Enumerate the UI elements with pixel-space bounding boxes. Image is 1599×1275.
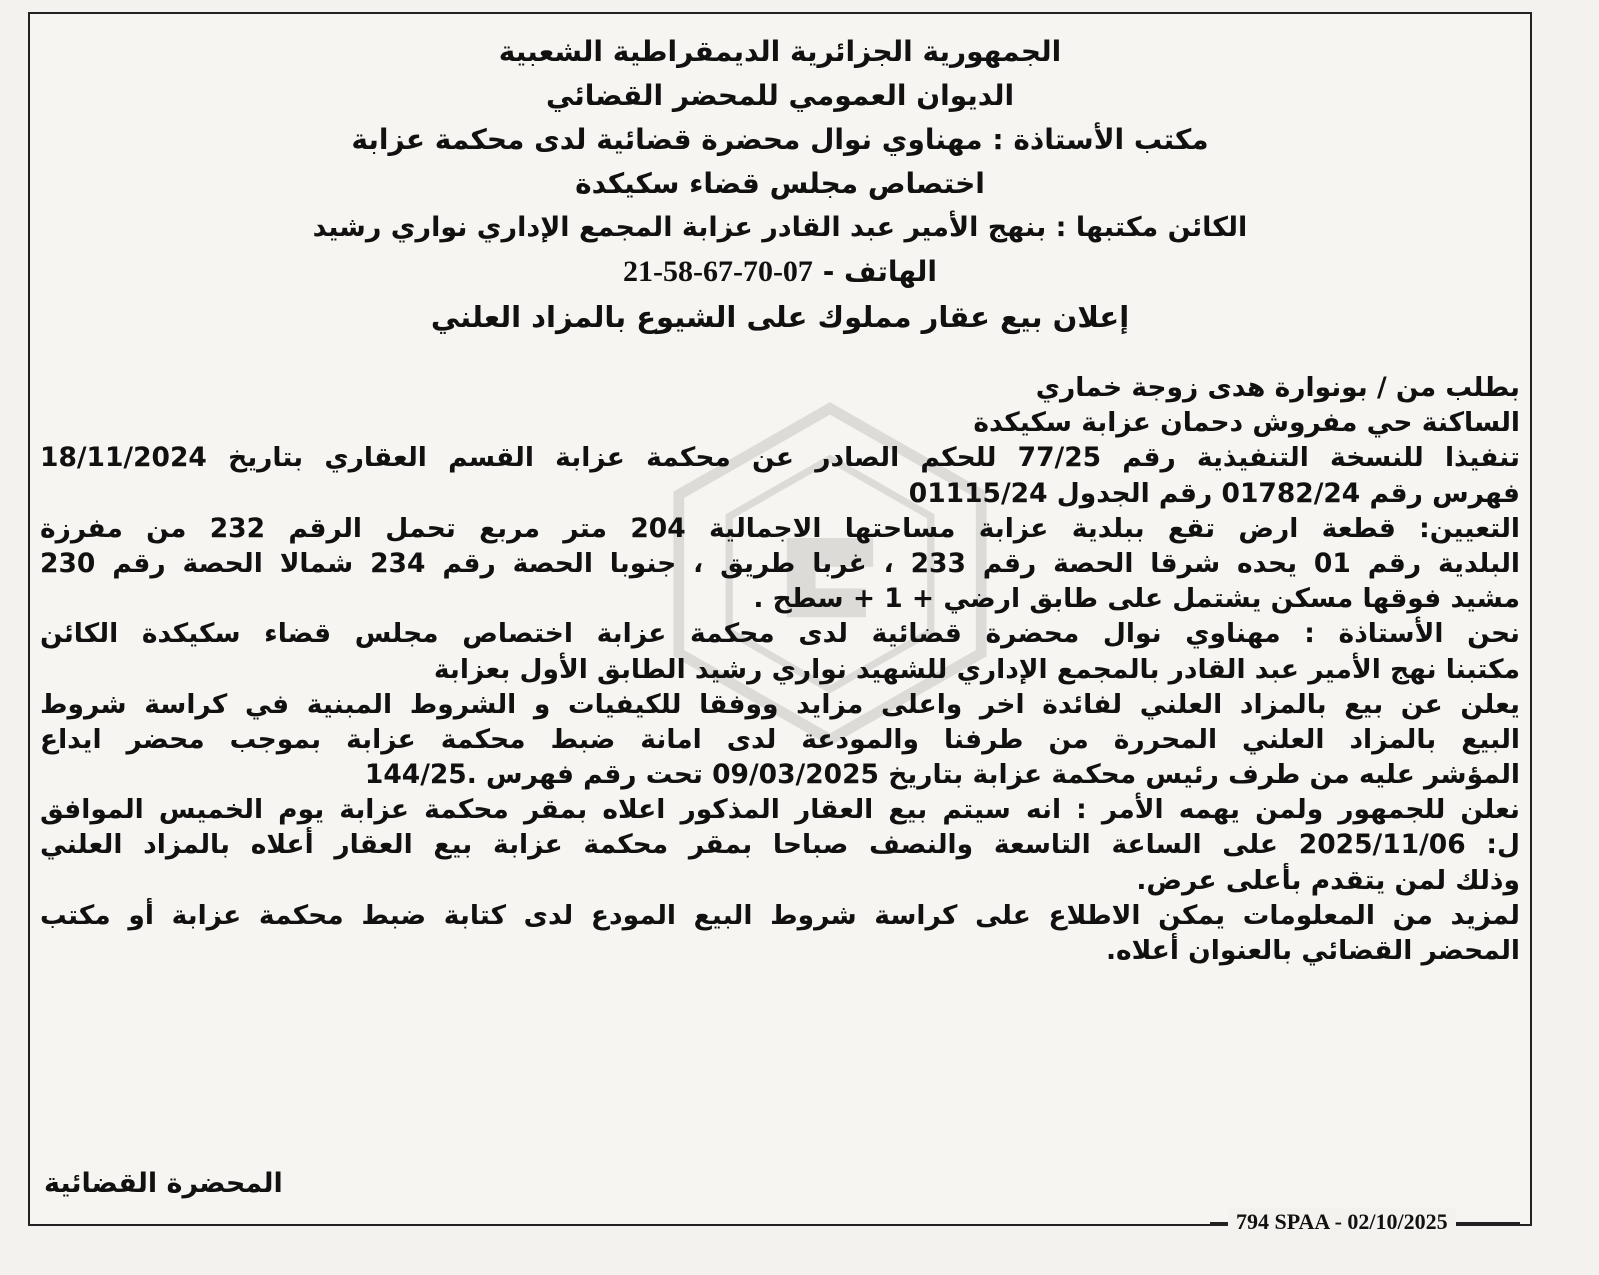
body-line: مكتبنا نهج الأمير عبد القادر بالمجمع الإداري للشهيد نواري رشيد الطابق الأول بعزابة: [433, 653, 1520, 685]
body-line: التعيين: قطعة ارض تقع ببلدية عزابة مساحتها الاجمالية 204 متر مربع تحمل الرقم 232 من مفرزة: [40, 512, 1520, 544]
header-line-bailiff: مكتب الأستاذة : مهناوي نوال محضرة قضائية لدى محكمة عزابة: [351, 123, 1209, 156]
body-line: لمزيد من المعلومات يمكن الاطلاع على كراسة شروط البيع المودع لدى كتابة ضبط محكمة عزابة أو مكتب: [40, 899, 1520, 931]
body-line: فهرس رقم 01782/24 رقم الجدول 01115/24: [908, 477, 1520, 509]
body-line: يعلن عن بيع بالمزاد العلني لفائدة اخر واعلى مزايد ووفقا للكيفيات و الشروط المبنية في كراسة شروط: [40, 688, 1520, 720]
body-line: نعلن للجمهور ولمن يهمه الأمر : انه سيتم بيع العقار المذكور اعلاه بمقر محكمة عزابة يوم الخميس الموافق: [40, 794, 1520, 826]
header-line-address: الكائن مكتبها : بنهج الأمير عبد القادر عزابة المجمع الإداري نواري رشيد: [312, 212, 1248, 243]
phone-number: 21-58-67-70-07: [622, 255, 813, 288]
body-line: المؤشر عليه من طرف رئيس محكمة عزابة بتاريخ 09/03/2025 تحت رقم فهرس .144/25: [364, 759, 1520, 791]
header-line-jurisdiction: اختصاص مجلس قضاء سكيكدة: [575, 167, 985, 200]
notice-header: [30, 30, 1530, 340]
body-line: نحن الأستاذة : مهناوي نوال محضرة قضائية لدى محكمة عزابة اختصاص مجلس قضاء سكيكدة الكائن: [40, 618, 1520, 650]
body-line: وذلك لمن يتقدم بأعلى عرض.: [1136, 864, 1520, 896]
header-line-office: الديوان العمومي للمحضر القضائي: [545, 79, 1015, 112]
body-line: البيع بالمزاد العلني المحررة من طرفنا والمودعة لدى امانة ضبط محكمة عزابة بموجب محضر ايداع: [40, 723, 1520, 755]
notice-frame: [28, 12, 1532, 1226]
body-line: البلدية رقم 01 يحده شرقا الحصة رقم 233 ، غربا طريق ، جنوبا الحصة رقم 234 شمالا الحصة رقم 230: [40, 547, 1520, 579]
signature: المحضرة القضائية: [44, 1168, 283, 1199]
body-line: مشيد فوقها مسكن يشتمل على طابق ارضي + 1 + سطح .: [753, 583, 1520, 615]
body-line: تنفيذا للنسخة التنفيذية رقم 77/25 للحكم الصادر عن محكمة عزابة القسم العقاري بتاريخ 18/11/2024: [40, 442, 1520, 474]
header-line-republic: الجمهورية الجزائرية الديمقراطية الشعبية: [498, 35, 1062, 68]
body-line: الساكنة حي مفروش دحمان عزابة سكيكدة: [973, 407, 1520, 439]
body-line: المحضر القضائي بالعنوان أعلاه.: [1105, 935, 1520, 966]
header-phone: [30, 250, 1530, 294]
phone-label: الهاتف -: [822, 255, 938, 288]
body-line: بطلب من / بونوارة هدى زوجة خماري: [1035, 372, 1520, 403]
footer-reference: 794 SPAA - 02/10/2025: [1228, 1208, 1456, 1236]
notice-title: إعلان بيع عقار مملوك على الشيوع بالمزاد العلني: [430, 300, 1130, 334]
body-line: ل: 2025/11/06 على الساعة التاسعة والنصف صباحا بمقر محكمة عزابة بيع العقار أعلاه بالمزاد العلني: [40, 829, 1520, 861]
notice-body: [40, 370, 1520, 968]
